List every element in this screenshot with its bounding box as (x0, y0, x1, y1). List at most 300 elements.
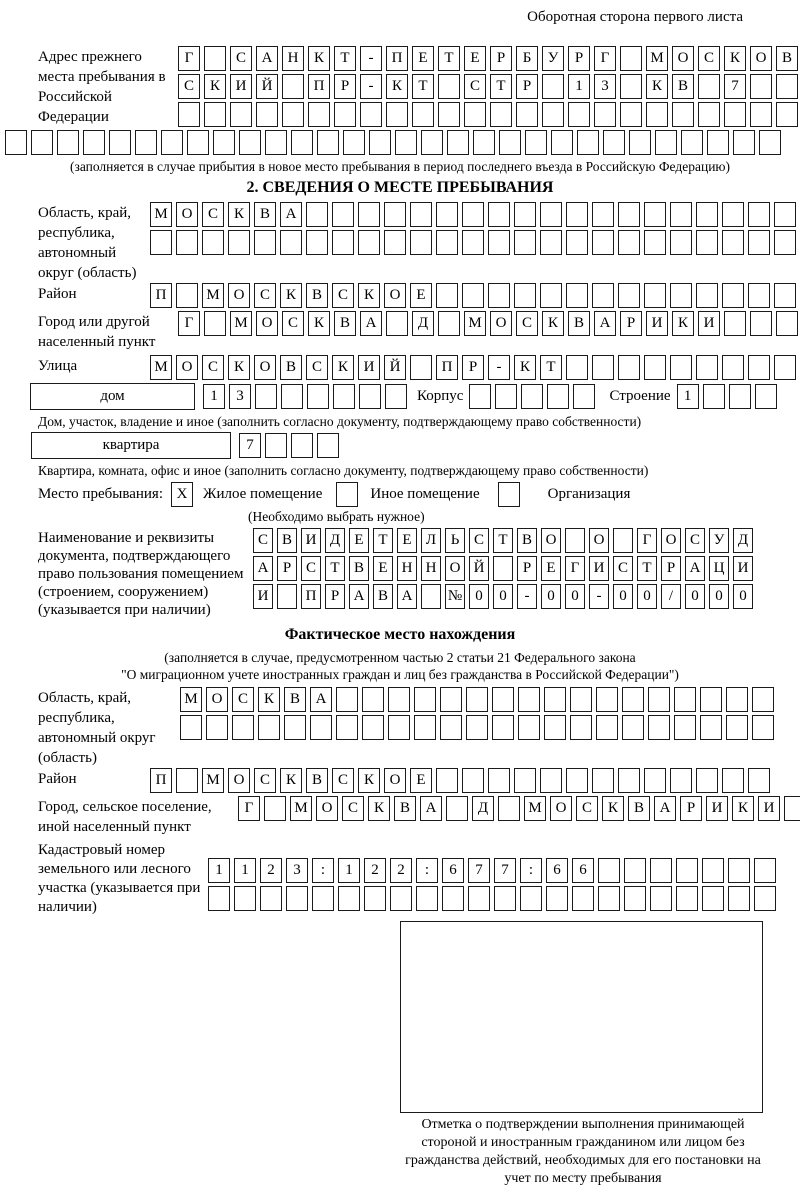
char-box[interactable]: Т (637, 556, 657, 581)
char-box[interactable]: Б (516, 46, 538, 71)
char-box[interactable] (498, 796, 520, 821)
char-box[interactable] (282, 102, 304, 127)
char-box[interactable]: О (490, 311, 512, 336)
char-box[interactable]: 6 (572, 858, 594, 883)
char-box[interactable] (312, 886, 334, 911)
char-box[interactable] (729, 384, 751, 409)
char-box[interactable]: 0 (613, 584, 633, 609)
char-box[interactable]: Р (661, 556, 681, 581)
char-box[interactable] (358, 230, 380, 255)
char-box[interactable] (228, 230, 250, 255)
char-box[interactable]: В (284, 687, 306, 712)
char-box[interactable] (566, 355, 588, 380)
char-box[interactable] (336, 715, 358, 740)
char-box[interactable] (468, 886, 490, 911)
char-box[interactable]: 0 (709, 584, 729, 609)
char-box[interactable] (624, 886, 646, 911)
char-box[interactable] (135, 130, 157, 155)
char-box[interactable]: У (542, 46, 564, 71)
char-box[interactable]: С (342, 796, 364, 821)
char-box[interactable] (670, 283, 692, 308)
char-box[interactable] (598, 886, 620, 911)
char-box[interactable]: П (150, 283, 172, 308)
char-box[interactable]: П (436, 355, 458, 380)
char-box[interactable] (256, 102, 278, 127)
char-box[interactable]: Р (620, 311, 642, 336)
char-box[interactable] (774, 355, 796, 380)
char-box[interactable]: В (394, 796, 416, 821)
char-box[interactable] (410, 355, 432, 380)
char-box[interactable] (700, 687, 722, 712)
char-box[interactable] (592, 355, 614, 380)
char-box[interactable] (700, 715, 722, 740)
char-box[interactable]: А (256, 46, 278, 71)
char-box[interactable]: О (176, 202, 198, 227)
char-box[interactable]: В (280, 355, 302, 380)
char-box[interactable] (514, 230, 536, 255)
char-box[interactable] (416, 886, 438, 911)
char-box[interactable] (332, 202, 354, 227)
char-box[interactable]: Й (256, 74, 278, 99)
char-box[interactable]: А (685, 556, 705, 581)
char-box[interactable] (176, 768, 198, 793)
char-box[interactable] (670, 230, 692, 255)
char-box[interactable] (655, 130, 677, 155)
char-box[interactable]: С (332, 283, 354, 308)
char-box[interactable] (258, 715, 280, 740)
char-box[interactable]: О (384, 283, 406, 308)
char-box[interactable] (390, 886, 412, 911)
char-box[interactable] (544, 715, 566, 740)
char-box[interactable] (282, 74, 304, 99)
char-box[interactable] (592, 768, 614, 793)
char-box[interactable] (750, 102, 772, 127)
char-box[interactable]: В (672, 74, 694, 99)
char-box[interactable]: № (445, 584, 465, 609)
char-box[interactable]: Д (733, 528, 753, 553)
char-box[interactable] (410, 202, 432, 227)
char-box[interactable] (206, 715, 228, 740)
char-box[interactable]: О (206, 687, 228, 712)
char-box[interactable] (696, 230, 718, 255)
char-box[interactable]: А (253, 556, 273, 581)
char-box[interactable]: Ь (445, 528, 465, 553)
char-box[interactable] (594, 102, 616, 127)
char-box[interactable]: Е (397, 528, 417, 553)
char-box[interactable] (239, 130, 261, 155)
char-box[interactable] (286, 886, 308, 911)
char-box[interactable] (204, 46, 226, 71)
char-box[interactable] (438, 102, 460, 127)
char-box[interactable]: Л (421, 528, 441, 553)
char-box[interactable] (204, 311, 226, 336)
char-box[interactable] (613, 528, 633, 553)
char-box[interactable] (624, 858, 646, 883)
char-box[interactable] (752, 687, 774, 712)
char-box[interactable]: С (253, 528, 273, 553)
char-box[interactable]: О (589, 528, 609, 553)
char-box[interactable] (728, 886, 750, 911)
char-box[interactable]: А (420, 796, 442, 821)
char-box[interactable] (670, 202, 692, 227)
char-box[interactable]: Й (384, 355, 406, 380)
char-box[interactable] (648, 687, 670, 712)
char-box[interactable] (750, 74, 772, 99)
char-box[interactable] (462, 202, 484, 227)
char-box[interactable] (442, 886, 464, 911)
char-box[interactable] (464, 102, 486, 127)
char-box[interactable]: О (661, 528, 681, 553)
char-box[interactable]: 3 (286, 858, 308, 883)
char-box[interactable] (566, 768, 588, 793)
char-box[interactable] (388, 715, 410, 740)
stay-checkbox-residential[interactable]: X (171, 482, 193, 507)
char-box[interactable] (277, 584, 297, 609)
char-box[interactable] (726, 715, 748, 740)
char-box[interactable] (544, 687, 566, 712)
char-box[interactable] (759, 130, 781, 155)
char-box[interactable]: К (724, 46, 746, 71)
char-box[interactable]: Р (277, 556, 297, 581)
char-box[interactable] (752, 715, 774, 740)
char-box[interactable] (359, 384, 381, 409)
char-box[interactable] (703, 384, 725, 409)
char-box[interactable]: У (709, 528, 729, 553)
char-box[interactable]: С (254, 768, 276, 793)
char-box[interactable]: 6 (442, 858, 464, 883)
char-box[interactable]: С (202, 355, 224, 380)
char-box[interactable]: Г (637, 528, 657, 553)
char-box[interactable]: И (301, 528, 321, 553)
char-box[interactable] (514, 768, 536, 793)
char-box[interactable] (281, 384, 303, 409)
char-box[interactable] (436, 283, 458, 308)
char-box[interactable] (178, 102, 200, 127)
char-box[interactable]: В (568, 311, 590, 336)
char-box[interactable]: В (306, 283, 328, 308)
char-box[interactable]: С (685, 528, 705, 553)
char-box[interactable] (547, 384, 569, 409)
char-box[interactable] (644, 283, 666, 308)
char-box[interactable]: Т (325, 556, 345, 581)
char-box[interactable] (436, 230, 458, 255)
char-box[interactable]: С (282, 311, 304, 336)
char-box[interactable]: О (228, 768, 250, 793)
char-box[interactable]: К (258, 687, 280, 712)
char-box[interactable]: А (349, 584, 369, 609)
char-box[interactable]: В (306, 768, 328, 793)
char-box[interactable]: И (253, 584, 273, 609)
char-box[interactable] (5, 130, 27, 155)
char-box[interactable] (629, 130, 651, 155)
char-box[interactable] (31, 130, 53, 155)
char-box[interactable]: Г (238, 796, 260, 821)
char-box[interactable] (306, 230, 328, 255)
char-box[interactable] (255, 384, 277, 409)
char-box[interactable] (343, 130, 365, 155)
char-box[interactable]: Е (373, 556, 393, 581)
char-box[interactable]: К (228, 355, 250, 380)
char-box[interactable]: Ц (709, 556, 729, 581)
char-box[interactable] (438, 74, 460, 99)
char-box[interactable]: О (750, 46, 772, 71)
char-box[interactable] (284, 715, 306, 740)
char-box[interactable]: С (202, 202, 224, 227)
char-box[interactable]: К (602, 796, 624, 821)
char-box[interactable]: К (386, 74, 408, 99)
char-box[interactable] (369, 130, 391, 155)
char-box[interactable]: К (308, 46, 330, 71)
char-box[interactable] (462, 283, 484, 308)
char-box[interactable]: - (517, 584, 537, 609)
char-box[interactable]: О (176, 355, 198, 380)
char-box[interactable] (776, 102, 798, 127)
char-box[interactable]: И (706, 796, 728, 821)
char-box[interactable] (618, 355, 640, 380)
char-box[interactable] (724, 311, 746, 336)
char-box[interactable]: К (280, 283, 302, 308)
char-box[interactable]: И (589, 556, 609, 581)
char-box[interactable]: С (306, 355, 328, 380)
char-box[interactable]: - (589, 584, 609, 609)
char-box[interactable] (540, 202, 562, 227)
char-box[interactable] (676, 858, 698, 883)
char-box[interactable]: В (254, 202, 276, 227)
char-box[interactable]: Й (469, 556, 489, 581)
char-box[interactable]: Т (412, 74, 434, 99)
char-box[interactable] (542, 74, 564, 99)
char-box[interactable]: К (332, 355, 354, 380)
char-box[interactable] (518, 687, 540, 712)
char-box[interactable] (603, 130, 625, 155)
char-box[interactable]: Г (178, 311, 200, 336)
char-box[interactable]: Е (412, 46, 434, 71)
char-box[interactable] (385, 384, 407, 409)
char-box[interactable] (264, 796, 286, 821)
char-box[interactable] (618, 230, 640, 255)
char-box[interactable] (622, 715, 644, 740)
char-box[interactable] (722, 283, 744, 308)
char-box[interactable] (469, 384, 491, 409)
char-box[interactable] (232, 715, 254, 740)
char-box[interactable]: И (698, 311, 720, 336)
char-box[interactable]: К (368, 796, 390, 821)
char-box[interactable]: Т (493, 528, 513, 553)
char-box[interactable] (566, 202, 588, 227)
char-box[interactable]: Т (373, 528, 393, 553)
char-box[interactable] (306, 202, 328, 227)
char-box[interactable]: А (594, 311, 616, 336)
char-box[interactable] (334, 102, 356, 127)
char-box[interactable] (358, 202, 380, 227)
char-box[interactable] (161, 130, 183, 155)
char-box[interactable]: С (254, 283, 276, 308)
char-box[interactable] (618, 202, 640, 227)
char-box[interactable]: 1 (677, 384, 699, 409)
char-box[interactable] (733, 130, 755, 155)
char-box[interactable] (499, 130, 521, 155)
char-box[interactable]: О (256, 311, 278, 336)
char-box[interactable]: Е (349, 528, 369, 553)
char-box[interactable] (462, 230, 484, 255)
char-box[interactable] (540, 768, 562, 793)
char-box[interactable]: О (384, 768, 406, 793)
char-box[interactable]: Н (282, 46, 304, 71)
char-box[interactable] (388, 687, 410, 712)
char-box[interactable] (722, 355, 744, 380)
char-box[interactable] (176, 230, 198, 255)
char-box[interactable] (254, 230, 276, 255)
char-box[interactable]: П (150, 768, 172, 793)
char-box[interactable] (150, 230, 172, 255)
char-box[interactable]: В (349, 556, 369, 581)
char-box[interactable] (618, 768, 640, 793)
char-box[interactable] (570, 687, 592, 712)
char-box[interactable]: А (280, 202, 302, 227)
char-box[interactable] (596, 687, 618, 712)
char-box[interactable]: 0 (637, 584, 657, 609)
char-box[interactable] (620, 74, 642, 99)
char-box[interactable] (332, 230, 354, 255)
char-box[interactable] (670, 768, 692, 793)
char-box[interactable] (492, 715, 514, 740)
char-box[interactable] (362, 687, 384, 712)
char-box[interactable] (514, 283, 536, 308)
char-box[interactable] (592, 283, 614, 308)
char-box[interactable]: Р (334, 74, 356, 99)
char-box[interactable] (83, 130, 105, 155)
char-box[interactable] (421, 584, 441, 609)
char-box[interactable]: О (672, 46, 694, 71)
char-box[interactable]: К (308, 311, 330, 336)
char-box[interactable]: К (204, 74, 226, 99)
char-box[interactable] (421, 130, 443, 155)
char-box[interactable] (570, 715, 592, 740)
char-box[interactable] (644, 768, 666, 793)
char-box[interactable]: И (230, 74, 252, 99)
stay-checkbox-organization[interactable] (498, 482, 520, 507)
char-box[interactable]: В (517, 528, 537, 553)
char-box[interactable] (540, 230, 562, 255)
char-box[interactable] (696, 283, 718, 308)
char-box[interactable]: К (542, 311, 564, 336)
char-box[interactable]: 0 (493, 584, 513, 609)
char-box[interactable]: 7 (468, 858, 490, 883)
char-box[interactable] (414, 687, 436, 712)
char-box[interactable] (208, 886, 230, 911)
char-box[interactable]: 1 (234, 858, 256, 883)
char-box[interactable] (551, 130, 573, 155)
char-box[interactable]: 2 (364, 858, 386, 883)
char-box[interactable]: Д (472, 796, 494, 821)
char-box[interactable] (644, 355, 666, 380)
char-box[interactable] (702, 858, 724, 883)
char-box[interactable]: - (360, 74, 382, 99)
char-box[interactable] (572, 886, 594, 911)
char-box[interactable]: С (516, 311, 538, 336)
char-box[interactable] (748, 283, 770, 308)
char-box[interactable] (333, 384, 355, 409)
char-box[interactable] (566, 283, 588, 308)
char-box[interactable]: К (646, 74, 668, 99)
char-box[interactable] (317, 130, 339, 155)
char-box[interactable] (336, 687, 358, 712)
char-box[interactable]: А (310, 687, 332, 712)
char-box[interactable] (360, 102, 382, 127)
char-box[interactable]: 7 (724, 74, 746, 99)
char-box[interactable] (492, 687, 514, 712)
char-box[interactable]: И (733, 556, 753, 581)
char-box[interactable] (57, 130, 79, 155)
char-box[interactable] (696, 202, 718, 227)
char-box[interactable]: Р (490, 46, 512, 71)
char-box[interactable]: 0 (733, 584, 753, 609)
char-box[interactable]: С (232, 687, 254, 712)
char-box[interactable]: В (628, 796, 650, 821)
char-box[interactable]: А (654, 796, 676, 821)
char-box[interactable]: Р (462, 355, 484, 380)
char-box[interactable] (514, 202, 536, 227)
char-box[interactable]: Н (397, 556, 417, 581)
char-box[interactable]: 0 (685, 584, 705, 609)
char-box[interactable] (338, 886, 360, 911)
char-box[interactable]: 1 (208, 858, 230, 883)
char-box[interactable]: Р (516, 74, 538, 99)
char-box[interactable]: 2 (390, 858, 412, 883)
char-box[interactable]: П (301, 584, 321, 609)
char-box[interactable]: К (358, 768, 380, 793)
char-box[interactable] (722, 202, 744, 227)
char-box[interactable]: В (776, 46, 798, 71)
char-box[interactable] (650, 886, 672, 911)
char-box[interactable] (596, 715, 618, 740)
char-box[interactable] (518, 715, 540, 740)
char-box[interactable] (447, 130, 469, 155)
char-box[interactable]: 6 (546, 858, 568, 883)
char-box[interactable] (307, 384, 329, 409)
char-box[interactable] (650, 858, 672, 883)
char-box[interactable] (493, 556, 513, 581)
char-box[interactable] (776, 74, 798, 99)
char-box[interactable]: К (358, 283, 380, 308)
char-box[interactable] (620, 46, 642, 71)
char-box[interactable]: 3 (229, 384, 251, 409)
char-box[interactable] (646, 102, 668, 127)
char-box[interactable] (724, 102, 746, 127)
char-box[interactable]: С (464, 74, 486, 99)
char-box[interactable]: : (520, 858, 542, 883)
char-box[interactable]: Р (517, 556, 537, 581)
char-box[interactable] (644, 230, 666, 255)
char-box[interactable] (540, 283, 562, 308)
char-box[interactable]: 0 (541, 584, 561, 609)
char-box[interactable]: П (308, 74, 330, 99)
char-box[interactable]: К (732, 796, 754, 821)
char-box[interactable]: 0 (565, 584, 585, 609)
char-box[interactable]: 7 (494, 858, 516, 883)
char-box[interactable]: С (178, 74, 200, 99)
char-box[interactable]: О (254, 355, 276, 380)
char-box[interactable] (681, 130, 703, 155)
char-box[interactable] (490, 102, 512, 127)
char-box[interactable] (384, 230, 406, 255)
char-box[interactable]: К (672, 311, 694, 336)
char-box[interactable] (488, 230, 510, 255)
char-box[interactable]: 3 (594, 74, 616, 99)
char-box[interactable]: Р (325, 584, 345, 609)
char-box[interactable] (265, 433, 287, 458)
char-box[interactable] (748, 230, 770, 255)
